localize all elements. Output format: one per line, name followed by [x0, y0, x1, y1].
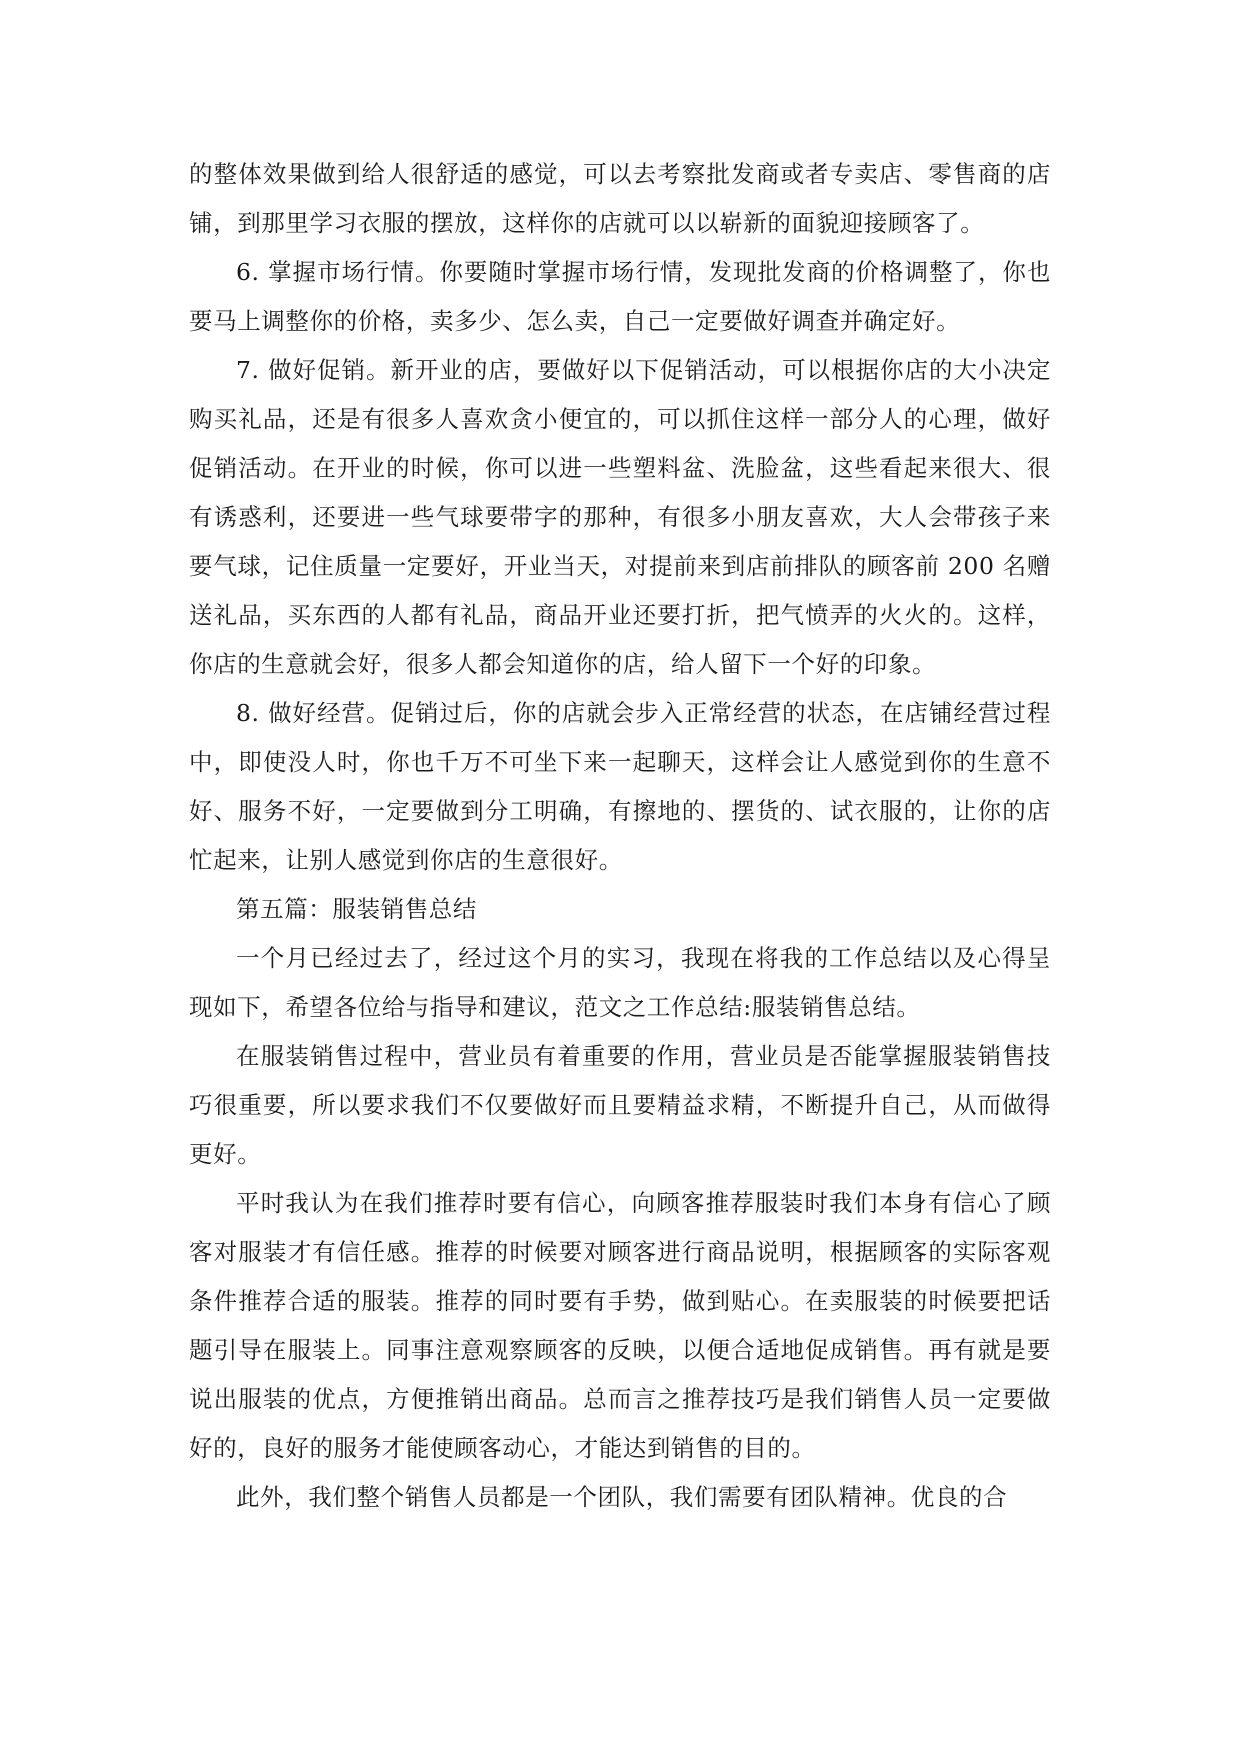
paragraph-salesperson-role: 在服装销售过程中，营业员有着重要的作用，营业员是否能掌握服装销售技巧很重要，所以要求我们不仅要做好而且要精益求精，不断提升自己，从而做得更好。: [189, 1042, 1051, 1168]
paragraph-store-display-continued: 的整体效果做到给人很舒适的感觉，可以去考察批发商或者专卖店、零售商的店铺，到那里学习衣服的摆放，这样你的店就可以以崭新的面貌迎接顾客了。: [189, 160, 1051, 237]
paragraph-item-7-promotion: 7. 做好促销。新开业的店，要做好以下促销活动，可以根据你店的大小决定购买礼品，还是有很多人喜欢贪小便宜的，可以抓住这样一部分人的心理，做好促销活动。在开业的时候，你可以进一些塑料盆、洗脸盆，这些看起来很大、很有诱惑利，还要进一些气球要带字的那种，有很多小朋友喜欢，大人会带孩子来要气球，记住质量一定要好，开业当天，对提前来到店前排队的顾客前 200 名赠送礼品，买东西的人都有礼品，商品开业还要打折，把气愤弄的火火的。这样，你店的生意就会好，很多人都会知道你的店，给人留下一个好的印象。: [189, 356, 1051, 678]
section-heading-part-five: 第五篇：服装销售总结: [236, 895, 477, 923]
paragraph-intro: 一个月已经过去了，经过这个月的实习，我现在将我的工作总结以及心得呈现如下，希望各位给与指导和建议，范文之工作总结:服装销售总结。: [189, 944, 1051, 1021]
paragraph-teamwork: 此外，我们整个销售人员都是一个团队，我们需要有团队精神。优良的合: [236, 1483, 1008, 1511]
paragraph-recommendation: 平时我认为在我们推荐时要有信心，向顾客推荐服装时我们本身有信心了顾客对服装才有信任感。推荐的时候要对顾客进行商品说明，根据顾客的实际客观条件推荐合适的服装。推荐的同时要有手势，做到贴心。在卖服装的时候要把话题引导在服装上。同事注意观察顾客的反映，以便合适地促成销售。再有就是要说出服装的优点，方便推销出商品。总而言之推荐技巧是我们销售人员一定要做好的，良好的服务才能使顾客动心，才能达到销售的目的。: [189, 1189, 1051, 1462]
paragraph-item-8-operation: 8. 做好经营。促销过后，你的店就会步入正常经营的状态，在店铺经营过程中，即使没人时，你也千万不可坐下来一起聊天，这样会让人感觉到你的生意不好、服务不好，一定要做到分工明确，有擦地的、摆货的、试衣服的，让你的店忙起来，让别人感觉到你店的生意很好。: [189, 699, 1051, 874]
paragraph-item-6-market: 6. 掌握市场行情。你要随时掌握市场行情，发现批发商的价格调整了，你也要马上调整你的价格，卖多少、怎么卖，自己一定要做好调查并确定好。: [189, 258, 1051, 335]
document-body: [189, 150, 1051, 1522]
